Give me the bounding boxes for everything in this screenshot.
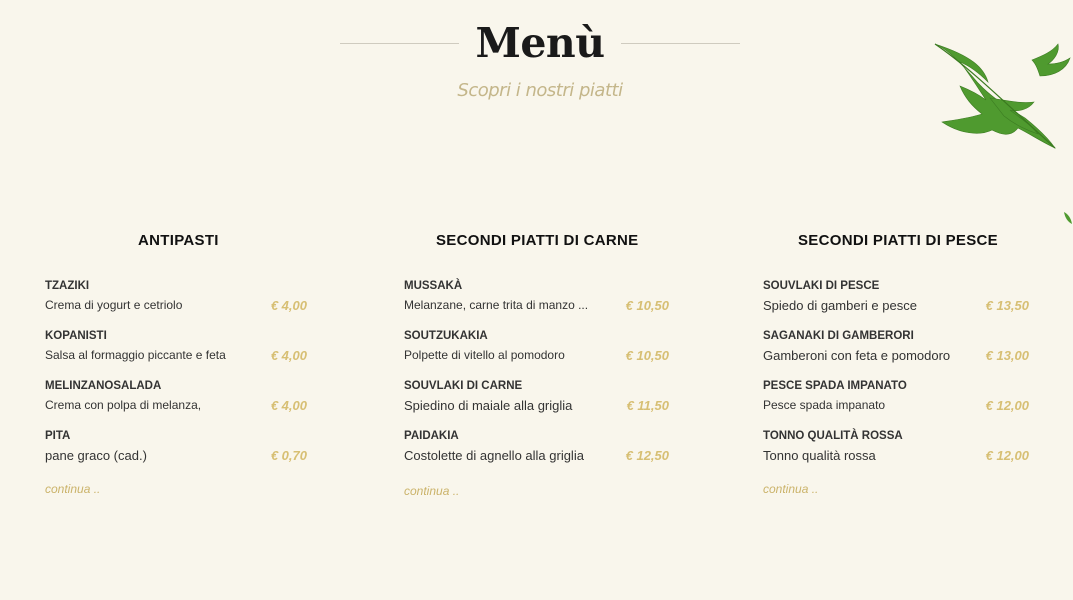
title-rule-right: [621, 43, 740, 44]
continue-link-pesce[interactable]: continua ..: [763, 482, 819, 496]
item-price: € 12,00: [985, 398, 1029, 413]
arugula-leaf-icon: [930, 38, 1073, 158]
item-description: Costolette di agnello alla griglia: [404, 448, 584, 463]
menu-item: [404, 379, 669, 429]
item-name: SOUVLAKI DI CARNE: [404, 380, 523, 392]
item-description: Salsa al formaggio piccante e feta: [45, 348, 226, 362]
item-name: PAIDAKIA: [404, 430, 459, 442]
menu-items: [45, 279, 307, 479]
item-name: MELINZANOSALADA: [45, 380, 162, 392]
menu-item: [763, 379, 1029, 429]
item-description: Spiedo di gamberi e pesce: [763, 298, 917, 313]
item-price: € 13,00: [985, 348, 1029, 363]
item-description: Crema di yogurt e cetriolo: [45, 298, 183, 312]
menu-item: [45, 329, 307, 379]
item-price: € 10,50: [625, 348, 669, 363]
item-price: € 0,70: [270, 448, 307, 463]
column-title: ANTIPASTI: [138, 232, 219, 249]
item-description: Gamberoni con feta e pomodoro: [763, 348, 951, 363]
item-price: € 4,00: [270, 398, 307, 413]
menu-item: [404, 279, 669, 329]
item-name: PESCE SPADA IMPANATO: [763, 380, 907, 392]
menu-column-antipasti: [45, 230, 315, 496]
item-price: € 12,00: [985, 448, 1029, 463]
item-description: Tonno qualità rossa: [763, 448, 876, 463]
menu-item: [763, 429, 1029, 479]
item-price: € 10,50: [625, 298, 669, 313]
item-price: € 4,00: [270, 298, 307, 313]
column-title: SECONDI PIATTI DI CARNE: [436, 232, 639, 249]
item-name: SOUVLAKI DI PESCE: [763, 280, 880, 292]
menu-items: [763, 279, 1029, 479]
arugula-leaf-icon: [1062, 210, 1073, 226]
item-description: pane graco (cad.): [45, 448, 147, 463]
column-title: SECONDI PIATTI DI PESCE: [798, 232, 998, 249]
title-row: [340, 18, 740, 68]
menu-column-pesce: [763, 230, 1043, 496]
menu-items: [404, 279, 669, 479]
item-price: € 12,50: [625, 448, 669, 463]
item-description: Spiedino di maiale alla griglia: [404, 398, 573, 413]
page-subtitle: Scopri i nostri piatti: [457, 80, 623, 101]
item-description: Polpette di vitello al pomodoro: [404, 348, 565, 362]
item-description: Pesce spada impanato: [763, 398, 886, 412]
menu-header: [0, 0, 1073, 120]
menu-item: [763, 279, 1029, 329]
menu-item: [404, 429, 669, 479]
menu-item: [45, 429, 307, 479]
continue-link-antipasti[interactable]: continua ..: [45, 482, 101, 496]
menu-item: [404, 329, 669, 379]
menu-column-carne: [404, 230, 674, 498]
item-name: MUSSAKÀ: [404, 280, 463, 292]
item-price: € 4,00: [270, 348, 307, 363]
title-rule-left: [340, 43, 459, 44]
item-description: Crema con polpa di melanza,: [45, 398, 202, 412]
item-name: TONNO QUALITÀ ROSSA: [763, 430, 903, 442]
item-description: Melanzane, carne trita di manzo ...: [404, 298, 589, 312]
item-name: TZAZIKI: [45, 280, 90, 292]
item-price: € 13,50: [985, 298, 1029, 313]
item-name: SAGANAKI DI GAMBERORI: [763, 330, 914, 342]
menu-item: [763, 329, 1029, 379]
menu-item: [45, 279, 307, 329]
item-name: SOUTZUKAKIA: [404, 330, 488, 342]
page-title: Menù: [475, 19, 605, 67]
item-name: PITA: [45, 430, 71, 442]
item-price: € 11,50: [626, 398, 669, 413]
menu-item: [45, 379, 307, 429]
item-name: KOPANISTI: [45, 330, 107, 342]
continue-link-carne[interactable]: continua ..: [404, 484, 460, 498]
